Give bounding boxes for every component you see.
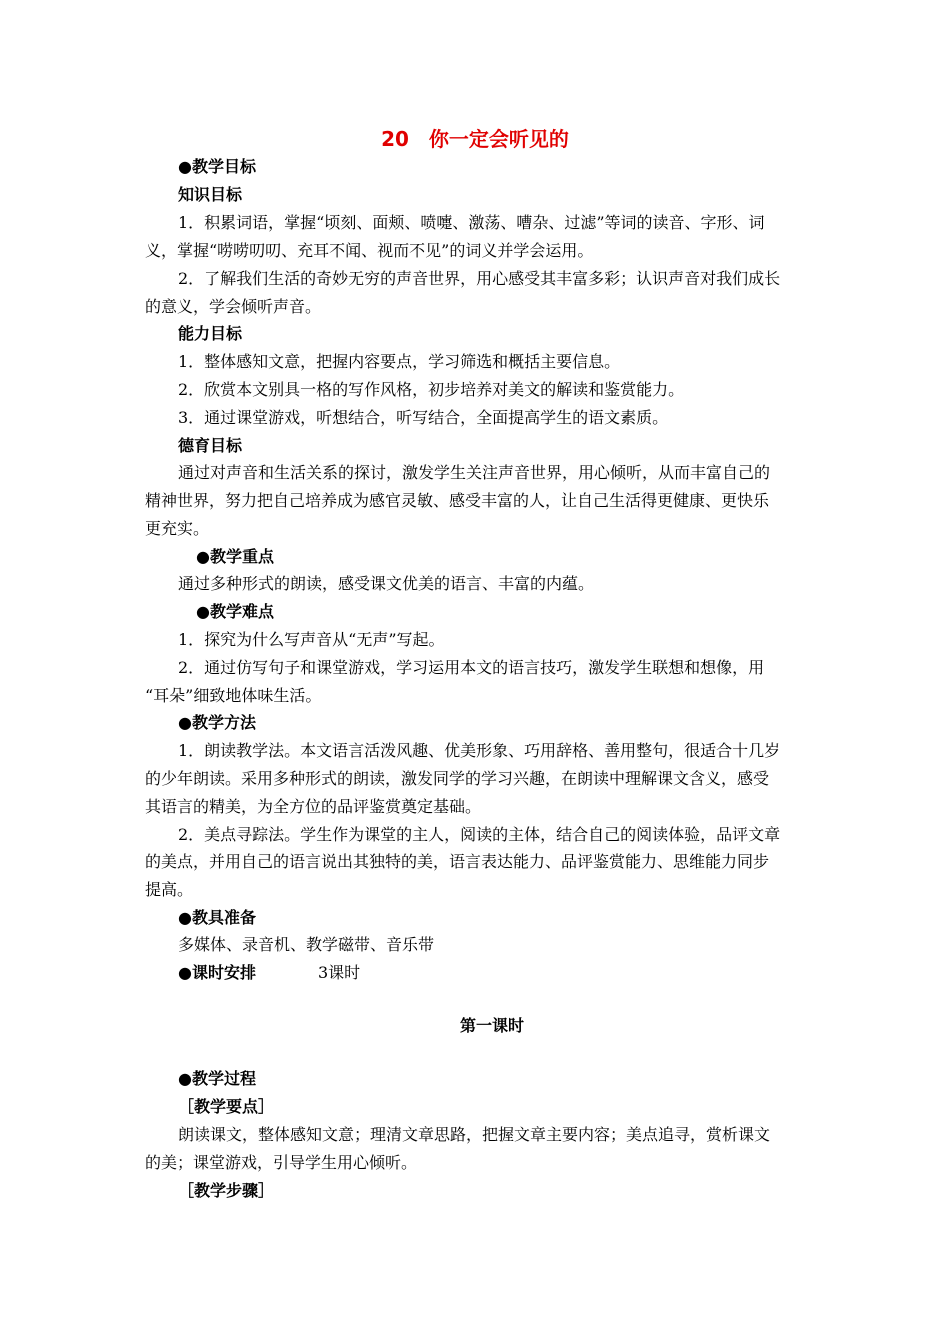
- method-item-2-line-2: 的美点，并用自己的语言说出其独特的美，语言表达能力、品评鉴赏能力、思维能力同步: [145, 852, 770, 871]
- points-line-2: 的美；课堂游戏，引导学生用心倾听。: [145, 1153, 418, 1172]
- moral-line-2: 精神世界，努力把自己培养成为感官灵敏、感受丰富的人，让自己生活得更健康、更快乐: [145, 491, 770, 510]
- focus-heading: ●教学重点: [196, 547, 274, 566]
- focus-text: 通过多种形式的朗读，感受课文优美的语言、丰富的内蕴。: [178, 574, 595, 593]
- lesson-1-heading: 第一课时: [459, 1016, 524, 1035]
- goals-heading: ●教学目标: [178, 157, 256, 176]
- points-heading: ［教学要点］: [178, 1097, 275, 1116]
- difficulty-item-1: 1．探究为什么写声音从“无声”写起。: [178, 630, 445, 649]
- moral-heading: 德育目标: [178, 436, 243, 455]
- tools-heading: ●教具准备: [178, 908, 256, 927]
- ability-item-2: 2．欣赏本文别具一格的写作风格，初步培养对美文的解读和鉴赏能力。: [178, 380, 685, 399]
- method-item-1-line-2: 的少年朗读。采用多种形式的朗读，激发同学的学习兴趣，在朗读中理解课文含义，感受: [145, 769, 770, 788]
- knowledge-item-1-line-1: 1．积累词语，掌握“顷刻、面颊、喷嚏、激荡、嘈杂、过滤”等词的读音、字形、词: [178, 213, 765, 232]
- method-item-1-line-3: 其语言的精美，为全方位的品评鉴赏奠定基础。: [145, 797, 482, 816]
- moral-line-3: 更充实。: [145, 519, 210, 538]
- method-item-2-line-3: 提高。: [145, 880, 194, 899]
- ability-item-1: 1．整体感知文意，把握内容要点，学习筛选和概括主要信息。: [178, 352, 621, 371]
- points-line-1: 朗读课文，整体感知文意；理清文章思路，把握文章主要内容；美点追寻，赏析课文: [178, 1125, 771, 1144]
- knowledge-item-2-line-2: 的意义，学会倾听声音。: [145, 297, 322, 316]
- tools-text: 多媒体、录音机、教学磁带、音乐带: [178, 935, 435, 954]
- method-item-2-line-1: 2．美点寻踪法。学生作为课堂的主人，阅读的主体，结合自己的阅读体验，品评文章: [178, 825, 781, 844]
- method-item-1-line-1: 1．朗读教学法。本文语言活泼风趣、优美形象、巧用辞格、善用整句，很适合十几岁: [178, 741, 781, 760]
- difficulty-item-2-line-1: 2．通过仿写句子和课堂游戏，学习运用本文的语言技巧，激发学生联想和想像，用: [178, 658, 765, 677]
- steps-heading: ［教学步骤］: [178, 1181, 275, 1200]
- process-heading: ●教学过程: [178, 1069, 256, 1088]
- lesson-title: 20 你一定会听见的: [381, 127, 569, 151]
- knowledge-item-2-line-1: 2．了解我们生活的奇妙无穷的声音世界，用心感受其丰富多彩；认识声音对我们成长: [178, 269, 781, 288]
- schedule-value: 3课时: [318, 963, 361, 982]
- knowledge-heading: 知识目标: [178, 185, 243, 204]
- ability-item-3: 3．通过课堂游戏，听想结合，听写结合，全面提高学生的语文素质。: [178, 408, 669, 427]
- difficulty-item-2-line-2: “耳朵”细致地体味生活。: [145, 686, 322, 705]
- method-heading: ●教学方法: [178, 713, 256, 732]
- ability-heading: 能力目标: [178, 324, 243, 343]
- knowledge-item-1-line-2: 义，掌握“唠唠叨叨、充耳不闻、视而不见”的词义并学会运用。: [145, 241, 594, 260]
- moral-line-1: 通过对声音和生活关系的探讨，激发学生关注声音世界，用心倾听，从而丰富自己的: [178, 463, 771, 482]
- schedule-heading: ●课时安排: [178, 963, 256, 982]
- difficulty-heading: ●教学难点: [196, 602, 274, 621]
